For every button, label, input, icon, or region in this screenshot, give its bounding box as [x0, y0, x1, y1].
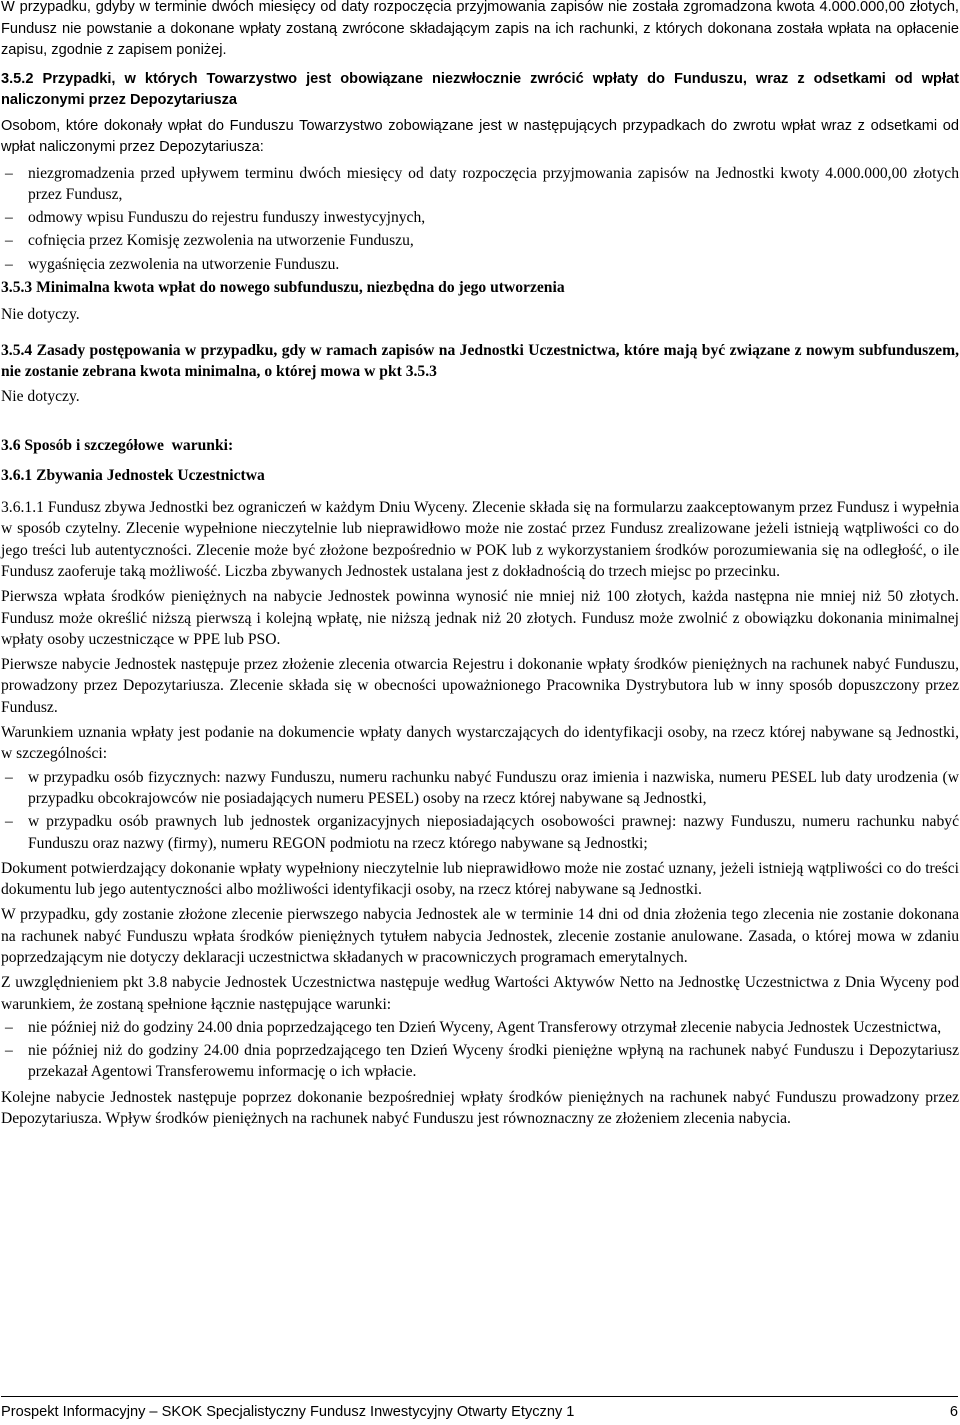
return-cases-list: [1, 163, 959, 275]
section-3-5-3-body: Nie dotyczy.: [1, 306, 80, 324]
list-item: – wygaśnięcia zezwolenia na utworzenie Funduszu.: [1, 254, 959, 275]
subsequent-purchase-paragraph: Kolejne nabycie Jednostek następuje poprzez dokonanie bezpośredniej wpłaty środków pieniężnych na rachunek nabyć Funduszu prowadzony przez Depozytariusza. Wpływ środków pieniężnych na rachunek nabyć Funduszu jest równoznaczny ze złożeniem zlecenia nabycia.: [1, 1088, 959, 1128]
identification-list: [1, 767, 959, 854]
section-3-5-3-heading: 3.5.3 Minimalna kwota wpłat do nowego subfunduszu, niezbędna do jego utworzenia: [1, 278, 565, 296]
section-3-6-1-1-paragraph: 3.6.1.1 Fundusz zbywa Jednostki bez ograniczeń w każdym Dniu Wyceny. Zlecenie składa się na formularzu zaakceptowanym przez Fundusz i wypełnia w sposób czytelny. Zlecenie wypełnione nieczytelnie lub nieprawidłowo może nie zostać przez Fundusz zrealizowane jeżeli istnieją wątpliwości co do jego treści lub autentyczności. Zlecenie może być złożone bezpośrednio w POK lub z wykorzystaniem środków porozumiewania się na odległość, o ile Fundusz zaoferuje taką możliwość. Liczba zbywanych Jednostek ustalana jest z dokładnością do trzech miejsc po przecinku.: [1, 499, 959, 580]
list-item: – w przypadku osób fizycznych: nazwy Funduszu, numeru rachunku nabyć Funduszu oraz imienia i nazwiska, numeru PESEL lub daty urodzenia (w przypadku obcokrajowców nie posiadających numeru PESEL) osoby na rzecz której nabywane są Jednostki,: [1, 767, 959, 810]
order-cancellation-paragraph: W przypadku, gdy zostanie złożone zlecenie pierwszego nabycia Jednostek ale w terminie 14 dni od dnia złożenia tego zlecenia nie zostanie dokonana na rachunek nabyć Funduszu wpłata środków pieniężnych tytułem nabycia Jednostek, zlecenie zostanie anulowane. Zasada, o której mowa w zdaniu poprzedzającym nie dotyczy deklaracji uczestnictwa składanych w pracowniczych programach emerytalnych.: [1, 906, 959, 966]
section-3-5-4-body: Nie dotyczy.: [1, 388, 80, 406]
first-purchase-paragraph: Pierwsze nabycie Jednostek następuje przez złożenie zlecenia otwarcia Rejestru i dokonanie wpłaty środków pieniężnych na rachunek nabyć Funduszu, prowadzony przez Depozytariusza. Zlecenie składa się w obecności upoważnionego Pracownika Dystrybutora lub w inny sposób dopuszczony przez Fundusz.: [1, 656, 959, 716]
list-item: – nie później niż do godziny 24.00 dnia poprzedzającego ten Dzień Wyceny, Agent Transferowy otrzymał zlecenie nabycia Jednostek Uczestnictwa,: [1, 1017, 959, 1038]
list-item: – w przypadku osób prawnych lub jednostek organizacyjnych nieposiadających osobowości prawnej: nazwy Funduszu, numeru rachunku nabyć Funduszu oraz nazwy (firmy), numeru REGON podmiotu na rzecz którego nabywane są Jednostki;: [1, 811, 959, 854]
list-item: – niezgromadzenia przed upływem terminu dwóch miesięcy od daty rozpoczęcia przyjmowania zapisów na Jednostki kwoty 4.000.000,00 złotych przez Fundusz,: [1, 163, 959, 206]
page-number: 6: [949, 1404, 958, 1420]
page-footer: [1, 1396, 958, 1421]
purchase-conditions-paragraph: Z uwzględnieniem pkt 3.8 nabycie Jednostek Uczestnictwa następuje według Wartości Aktywów Netto na Jednostkę Uczestnictwa z Dnia Wyceny pod warunkiem, że zostaną spełnione łącznie następujące warunki:: [1, 974, 959, 1013]
section-3-5-2-heading: 3.5.2 Przypadki, w których Towarzystwo jest obowiązane niezwłocznie zwrócić wpłaty do Funduszu, wraz z odsetkami od wpłat naliczonymi przez Depozytariusza: [1, 70, 959, 108]
footer-title: Prospekt Informacyjny – SKOK Specjalistyczny Fundusz Inwestycyjny Otwarty Etyczny 1: [1, 1404, 575, 1420]
section-3-6-heading: 3.6 Sposób i szczegółowe warunki:: [1, 437, 234, 455]
payment-minimum-paragraph: Pierwsza wpłata środków pieniężnych na nabycie Jednostek powinna wynosić nie mniej niż 100 złotych, każda następna nie mniej niż 50 złotych. Fundusz może określić niższą pierwszą i kolejną wpłatę, nie niższą jednak niż 20 złotych. Fundusz może zwolnić z obowiązku dokonania minimalnej wpłaty osoby uczestniczące w PPE lub PSO.: [1, 588, 959, 648]
section-3-6-1-heading: 3.6.1 Zbywania Jednostek Uczestnictwa: [1, 466, 265, 484]
list-item: – nie później niż do godziny 24.00 dnia poprzedzającego ten Dzień Wyceny środki pieniężne wpłyną na rachunek nabyć Funduszu i Depozytariusz przekazał Agentowi Transferowemu informację o ich wpłacie.: [1, 1040, 959, 1083]
section-3-5-4-heading: 3.5.4 Zasady postępowania w przypadku, gdy w ramach zapisów na Jednostki Uczestnictwa, które mają być związane z nowym subfunduszem, nie zostanie zebrana kwota minimalna, o której mowa w pkt 3.5.3: [1, 341, 959, 380]
list-item: – odmowy wpisu Funduszu do rejestru funduszy inwestycyjnych,: [1, 207, 959, 228]
section-3-5-2-body: Osobom, które dokonały wpłat do Funduszu Towarzystwo zobowiązane jest w następujących przypadkach do zwrotu wpłat wraz z odsetkami od wpłat naliczonymi przez Depozytariusza:: [1, 117, 959, 155]
payment-identification-paragraph: Warunkiem uznania wpłaty jest podanie na dokumencie wpłaty danych wystarczających do identyfikacji osoby, na rzecz której nabywane są Jednostki, w szczególności:: [1, 724, 959, 763]
purchase-conditions-list: [1, 1017, 959, 1083]
invalid-document-paragraph: Dokument potwierdzający dokonanie wpłaty wypełniony nieczytelnie lub nieprawidłowo może nie zostać uznany, jeżeli istnieją wątpliwości co do treści dokumentu lub jego autentyczności albo możliwości identyfikacji osoby, na rzecz której nabywane są Jednostki.: [1, 859, 959, 899]
list-item: – cofnięcia przez Komisję zezwolenia na utworzenie Funduszu,: [1, 230, 959, 251]
intro-paragraph: W przypadku, gdyby w terminie dwóch miesięcy od daty rozpoczęcia przyjmowania zapisów nie została zgromadzona kwota 4.000.000,00 złotych, Fundusz nie powstanie a dokonane wpłaty zostaną zwrócone składającym zapis na ich rachunki, z których dokonana została wpłata na opłacenie zapisu, zgodnie z zapisem poniżej.: [1, 0, 959, 58]
